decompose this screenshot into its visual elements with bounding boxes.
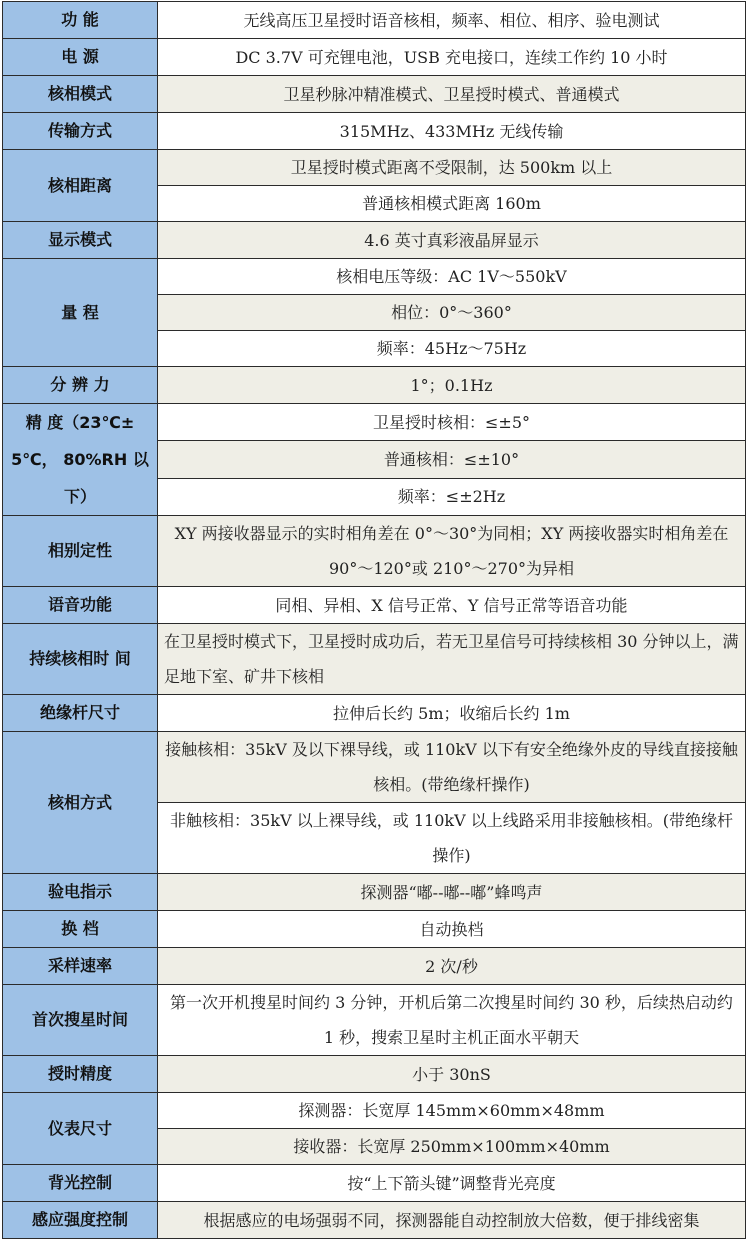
- row-label: 显示模式: [3, 222, 158, 259]
- row-value: 同相、异相、X 信号正常、Y 信号正常等语音功能: [158, 587, 746, 624]
- table-row: [3, 2, 746, 39]
- row-label: 持续核相时 间: [3, 624, 158, 695]
- row-label: 绝缘杆尺寸: [3, 695, 158, 732]
- row-value: XY 两接收器显示的实时相角差在 0°～30°为同相；XY 两接收器实时相角差在 90°～120°或 210°～270°为异相: [158, 516, 746, 587]
- row-value: 频率：45Hz～75Hz: [158, 331, 746, 367]
- row-value: 小于 30nS: [158, 1056, 746, 1093]
- row-value: 4.6 英寸真彩液晶屏显示: [158, 222, 746, 259]
- table-row: [3, 1165, 746, 1202]
- table-row: [3, 1093, 746, 1129]
- row-label: 验电指示: [3, 874, 158, 911]
- row-label: 感应强度控制: [3, 1202, 158, 1239]
- row-value: 核相电压等级：AC 1V～550kV: [158, 259, 746, 295]
- row-value: DC 3.7V 可充锂电池，USB 充电接口，连续工作约 10 小时: [158, 39, 746, 76]
- row-value: 2 次/秒: [158, 948, 746, 985]
- row-label: 换 档: [3, 911, 158, 948]
- table-row: [3, 587, 746, 624]
- row-value: 相位：0°～360°: [158, 295, 746, 331]
- table-row: [3, 76, 746, 113]
- row-value: 接触核相：35kV 及以下裸导线，或 110kV 以下有安全绝缘外皮的导线直接接触核相。(带绝缘杆操作): [158, 732, 746, 803]
- row-value: 卫星授时模式距离不受限制，达 500km 以上: [158, 150, 746, 186]
- row-label: 相别定性: [3, 516, 158, 587]
- row-label: 背光控制: [3, 1165, 158, 1202]
- table-row: [3, 113, 746, 150]
- table-row: [3, 150, 746, 186]
- row-value: 普通核相：≤±10°: [158, 441, 746, 478]
- row-label: 仪表尺寸: [3, 1093, 158, 1165]
- row-label: 授时精度: [3, 1056, 158, 1093]
- row-value: 1°；0.1Hz: [158, 367, 746, 404]
- row-label: 首次搜星时间: [3, 985, 158, 1056]
- row-label: 核相距离: [3, 150, 158, 222]
- table-row: [3, 1202, 746, 1239]
- row-label: 语音功能: [3, 587, 158, 624]
- row-value: 按“上下箭头键”调整背光亮度: [158, 1165, 746, 1202]
- table-row: [3, 732, 746, 803]
- table-row: [3, 1056, 746, 1093]
- row-label: 量 程: [3, 259, 158, 367]
- row-label: 分 辨 力: [3, 367, 158, 404]
- table-row: [3, 624, 746, 695]
- table-row: [3, 948, 746, 985]
- row-label: 功 能: [3, 2, 158, 39]
- row-value: 非触核相：35kV 以上裸导线，或 110kV 以上线路采用非接触核相。(带绝缘杆操作): [158, 803, 746, 874]
- table-row: [3, 259, 746, 295]
- row-value: 普通核相模式距离 160m: [158, 186, 746, 222]
- row-label: 精 度（23℃± 5℃， 80%RH 以下）: [3, 404, 158, 516]
- row-label: 核相模式: [3, 76, 158, 113]
- row-value: 频率：≤±2Hz: [158, 478, 746, 515]
- row-value: 第一次开机搜星时间约 3 分钟，开机后第二次搜星时间约 30 秒，后续热启动约 1 秒，搜索卫星时主机正面水平朝天: [158, 985, 746, 1056]
- row-value: 卫星授时核相：≤±5°: [158, 404, 746, 441]
- row-label: 传输方式: [3, 113, 158, 150]
- row-label: 核相方式: [3, 732, 158, 874]
- table-row: [3, 222, 746, 259]
- row-value: 自动换档: [158, 911, 746, 948]
- row-value: 在卫星授时模式下，卫星授时成功后，若无卫星信号可持续核相 30 分钟以上，满足地下室、矿井下核相: [158, 624, 746, 695]
- spec-table: [2, 1, 746, 1239]
- table-row: [3, 985, 746, 1056]
- row-label: 电 源: [3, 39, 158, 76]
- table-row: [3, 367, 746, 404]
- row-value: 探测器：长宽厚 145mm×60mm×48mm: [158, 1093, 746, 1129]
- row-value: 无线高压卫星授时语音核相，频率、相位、相序、验电测试: [158, 2, 746, 39]
- table-row: [3, 516, 746, 587]
- row-value: 探测器“嘟--嘟--嘟”蜂鸣声: [158, 874, 746, 911]
- table-row: [3, 39, 746, 76]
- table-row: [3, 874, 746, 911]
- table-row: [3, 404, 746, 441]
- row-value: 拉伸后长约 5m；收缩后长约 1m: [158, 695, 746, 732]
- row-value: 卫星秒脉冲精准模式、卫星授时模式、普通模式: [158, 76, 746, 113]
- table-row: [3, 911, 746, 948]
- row-value: 接收器：长宽厚 250mm×100mm×40mm: [158, 1129, 746, 1165]
- row-value: 315MHz、433MHz 无线传输: [158, 113, 746, 150]
- table-row: [3, 695, 746, 732]
- row-value: 根据感应的电场强弱不同，探测器能自动控制放大倍数，便于排线密集: [158, 1202, 746, 1239]
- row-label: 采样速率: [3, 948, 158, 985]
